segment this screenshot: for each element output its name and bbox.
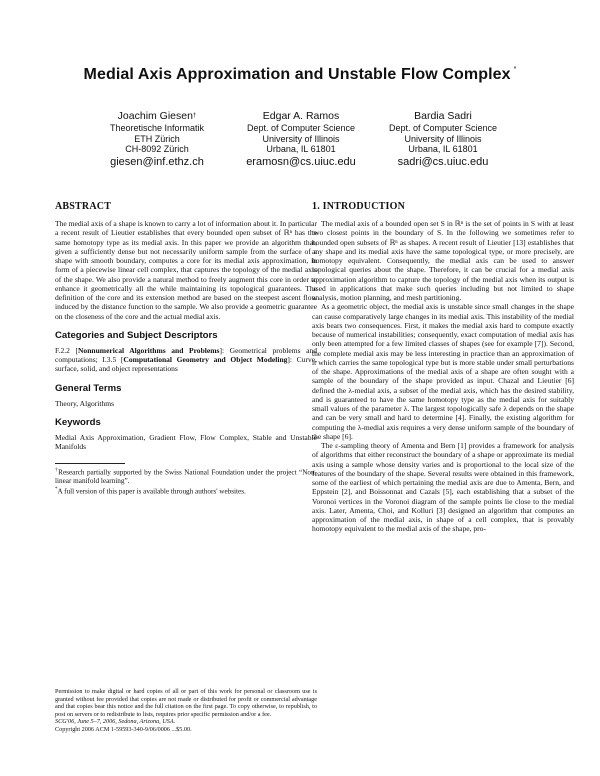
author-affiliation: Dept. of Computer Science	[388, 123, 498, 133]
general-terms-text: Theory, Algorithms	[55, 398, 115, 408]
author-email: sadri@cs.uiuc.edu	[397, 155, 489, 168]
general-terms-heading: General Terms	[55, 382, 122, 394]
keywords-heading: Keywords	[55, 416, 101, 428]
footnote-2: *A full version of this paper is available through authors' websites.	[55, 486, 246, 496]
author-affiliation: CH-8092 Zürich	[125, 144, 189, 155]
left-column	[55, 201, 317, 496]
permission-notice	[55, 688, 317, 734]
title-text: Medial Axis Approximation and Unstable Flow Complex	[83, 66, 511, 83]
author-email: eramosn@cs.uiuc.edu	[246, 155, 356, 168]
author-block-3	[358, 110, 528, 170]
author-affiliation: Urbana, IL 61801	[266, 144, 336, 155]
intro-paragraph-3: The ε-sampling theory of Amenta and Bern [1] provides a framework for analysis of algorithms that either reconstruct the boundary of a shape or approximate its medial axis using a sample whose density varies and is proportional to the local size of the features of the boundary of the shape. Several results were obtained in this framework, some of the earliest of which pertaining the medial axis are due to Amenta, Bern, and Eppstein [2], and Boissonnat and Cazals [5], each establishing that a subset of the Voronoi vertices in the Voronoi diagram of the sample points lie close to the medial axis. Later, Amenta, Choi, and Kolluri [3] designed an algorithm that computes an approximation of the medial axis, in shape of a cell complex, that is provably homotopy equivalent to the medial axis of the shape, pro-	[312, 441, 574, 534]
author-footnote-mark: †	[192, 113, 197, 119]
author-affiliation: Dept. of Computer Science	[246, 123, 356, 133]
author-affiliation: ETH Zürich	[134, 133, 180, 144]
intro-paragraph-2: As a geometric object, the medial axis is unstable since small changes in the shape can cause comparatively large changes in its medial axis. This instability of the medial axis bears two consequences. First, it makes the medial axis hard to compute exactly because of numerical instabilities; consequently, exact computation of medial axis has only been attempted for a few limited classes of shapes (see for example [7]). Second, the complete medial axis may be less interesting in practice than an approximation of it which carries the same topological type but is more stable under small perturbations of the shape. Approximations of the medial axis of a shape are often sought with a sample of the boundary of the shape provided as input. Chazal and Lieutier [6] defined the λ-medial axis, a subset of the medial axis, which has the desired stability, and is guaranteed to have the same homotopy type as the medial axis for suitably small values of the parameter λ. The largest topologically safe λ depends on the shape and can be very small and hard to determine [4]. Finally, the existing algorithm for computing the λ-medial axis requires a very dense uniform sample of the boundary of the shape [6].	[312, 302, 574, 441]
author-name: Edgar A. Ramos	[262, 110, 340, 122]
author-affiliation: University of Illinois	[404, 133, 482, 144]
categories-text: F.2.2 [Nonnumerical Algorithms and Problems]: Geometrical problems and computations; I.3.5 [Computational Geometry and Object Modeling]: Curve, surface, solid, and object representations	[55, 345, 317, 374]
venue-line: SCG'06, June 5–7, 2006, Sedona, Arizona, USA.	[55, 718, 176, 726]
abstract-text: The medial axis of a shape is known to carry a lot of information about it. In particular a recent result of Lieutier establishes that every bounded open subset of ℝⁿ has the same homotopy type as its medial axis. In this paper we provide an algorithm that, given a sufficiently dense but not necessarily uniform sample from the surface of a shape with smooth boundary, computes a core for its medial axis approximation, in form of a piecewise linear cell complex, that captures the topology of the medial axis of the shape. We also provide a natural method to freely augment this core in order to enhance it geometrically all the while maintaining its topological guarantees. The definition of the core and its extension method are based on the steepest ascent flow induced by the distance function to the sample. We also provide a geometric guarantee on the closeness of the core and the actual medial axis.	[55, 219, 317, 321]
abstract-heading: ABSTRACT	[55, 201, 112, 212]
permission-text: Permission to make digital or hard copies of all or part of this work for personal or classroom use is granted without fee provided that copies are not made or distributed for profit or commercial advantage and that copies bear this notice and the full citation on the first page. To copy otherwise, to republish, to post on servers or to redistribute to lists, requires prior specific permission and/or a fee.	[55, 688, 317, 718]
keywords-text: Medial Axis Approximation, Gradient Flow, Flow Complex, Stable and Unstable Manifolds	[55, 432, 317, 451]
title-footnote-mark: *	[513, 66, 517, 73]
intro-paragraph-1: The medial axis of a bounded open set S in ℝⁿ is the set of points in S with at least two closest points in the boundary of S. In the following we sometimes refer to bounded open subsets of ℝⁿ as shapes. A recent result of Lieutier [13] establishes that any shape and its medial axis have the same topological type, or more precisely, are homotopy equivalent. Consequently, the medial axis can be used to answer topological queries about the shape. Therefore, it can be crucial for a medial axis approximation algorithm to capture the topology of the medial axis when its output is used in applications that make such queries including but not limited to shape analysis, motion planning, and mesh partitioning.	[312, 219, 574, 302]
footnote-1: †Research partially supported by the Swiss National Foundation under the project “Non-linear manifold learning”.	[55, 468, 318, 486]
author-name: Bardia Sadri	[414, 110, 472, 122]
copyright-line: Copyright 2006 ACM 1-59593-340-9/06/0006 ...$5.00.	[55, 725, 192, 733]
categories-heading: Categories and Subject Descriptors	[55, 329, 218, 341]
author-affiliation: Theoretische Informatik	[109, 123, 205, 133]
author-affiliation: Urbana, IL 61801	[408, 144, 478, 155]
author-affiliation: University of Illinois	[262, 133, 340, 144]
footnote-divider	[55, 463, 125, 464]
right-column	[312, 201, 574, 534]
author-name: Joachim Giesen	[117, 110, 193, 122]
author-email: giesen@inf.ethz.ch	[110, 155, 204, 168]
introduction-heading: 1. INTRODUCTION	[312, 201, 406, 212]
paper-title	[0, 66, 600, 84]
